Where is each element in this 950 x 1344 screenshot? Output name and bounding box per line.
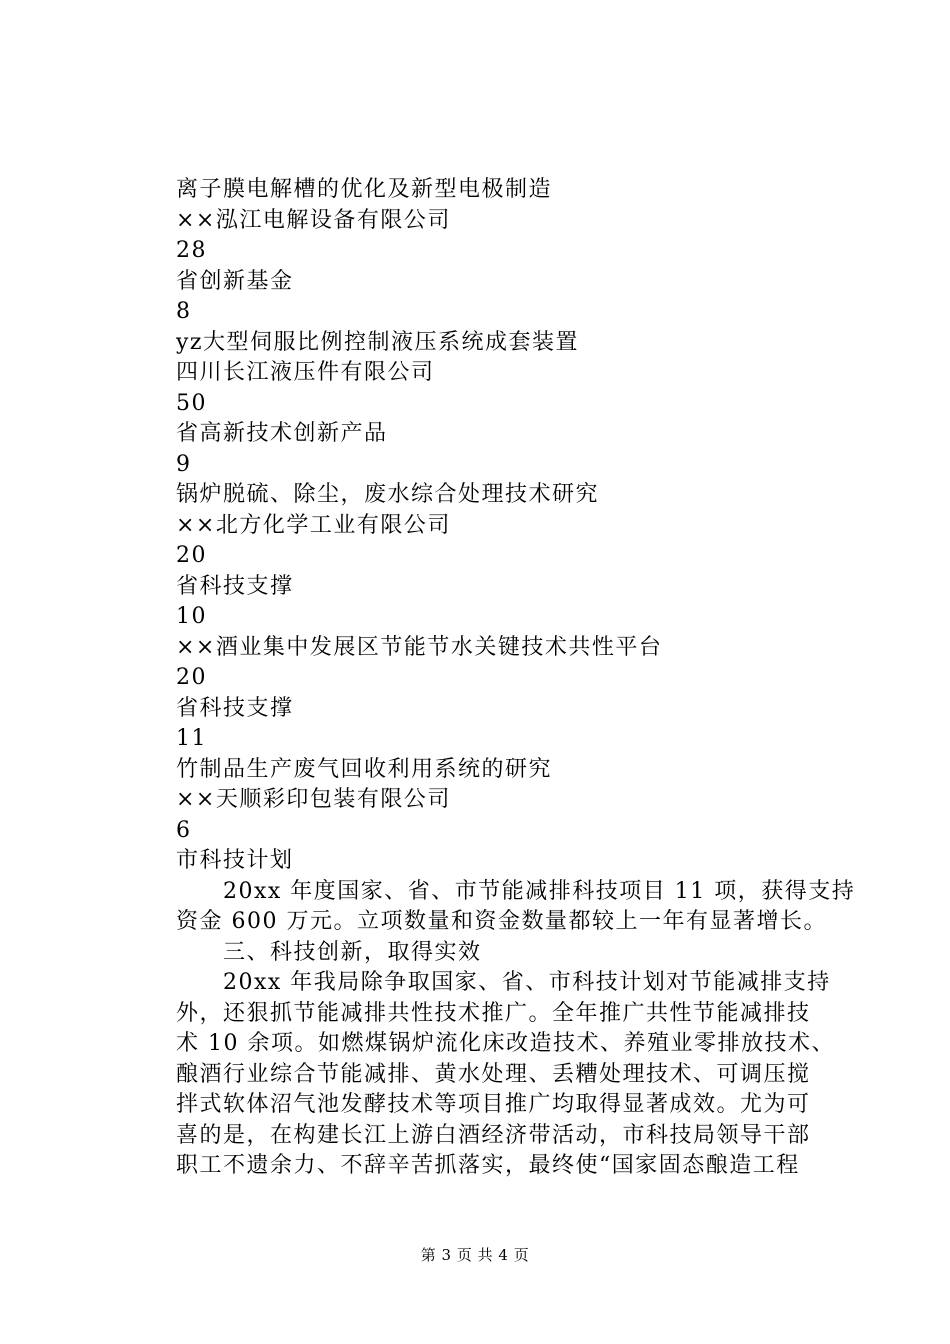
page-footer: 第 3 页 共 4 页 bbox=[420, 1246, 530, 1264]
table-cell: 11 bbox=[176, 726, 207, 751]
table-cell: 省高新技术创新产品 bbox=[176, 421, 388, 446]
body-line: 拌式软体沼气池发酵技术等项目推广均取得显著成效。尤为可 bbox=[176, 1092, 811, 1117]
table-cell: 28 bbox=[176, 238, 207, 263]
body-line: 20xx 年我局除争取国家、省、市科技计划对节能减排支持 bbox=[176, 970, 831, 995]
table-cell: 8 bbox=[176, 299, 192, 324]
table-cell: yz大型伺服比例控制液压系统成套装置 bbox=[176, 329, 580, 355]
table-cell: 50 bbox=[176, 390, 207, 416]
section-heading: 三、科技创新，取得实效 bbox=[176, 939, 482, 965]
table-cell: ××北方化学工业有限公司 bbox=[176, 512, 451, 538]
body-line: 喜的是，在构建长江上游白酒经济带活动，市科技局领导干部 bbox=[176, 1122, 811, 1148]
table-cell: 9 bbox=[176, 451, 192, 477]
table-cell: 10 bbox=[176, 604, 207, 629]
table-cell: 20 bbox=[176, 665, 207, 690]
table-cell: ××天顺彩印包装有限公司 bbox=[176, 787, 451, 812]
table-cell: 竹制品生产废气回收利用系统的研究 bbox=[176, 756, 553, 782]
table-cell: 市科技计划 bbox=[176, 848, 294, 873]
body-line: 职工不遗余力、不辞辛苦抓落实，最终使“国家固态酿造工程 bbox=[176, 1153, 800, 1178]
table-cell: 省创新基金 bbox=[176, 268, 294, 294]
table-cell: 20 bbox=[176, 543, 207, 568]
table-cell: 6 bbox=[176, 817, 192, 843]
summary-line: 资金 600 万元。立项数量和资金数量都较上一年有显著增长。 bbox=[176, 909, 827, 934]
table-cell: 锅炉脱硫、除尘，废水综合处理技术研究 bbox=[176, 482, 600, 507]
table-cell: 省科技支撑 bbox=[176, 695, 294, 721]
body-line: 术 10 余项。如燃煤锅炉流化床改造技术、养殖业零排放技术、 bbox=[176, 1031, 835, 1056]
body-line: 酿酒行业综合节能减排、黄水处理、丢糟处理技术、可调压搅 bbox=[176, 1061, 811, 1087]
table-cell: 省科技支撑 bbox=[176, 573, 294, 599]
summary-line: 20xx 年度国家、省、市节能减排科技项目 11 项，获得支持 bbox=[176, 878, 856, 904]
project-table-lines bbox=[176, 175, 856, 1182]
table-cell: 离子膜电解槽的优化及新型电极制造 bbox=[176, 177, 553, 202]
table-cell: 四川长江液压件有限公司 bbox=[176, 360, 435, 385]
body-line: 外，还狠抓节能减排共性技术推广。全年推广共性节能减排技 bbox=[176, 1000, 811, 1026]
table-cell: ××泓江电解设备有限公司 bbox=[176, 207, 451, 233]
table-cell: ××酒业集中发展区节能节水关键技术共性平台 bbox=[176, 634, 663, 660]
